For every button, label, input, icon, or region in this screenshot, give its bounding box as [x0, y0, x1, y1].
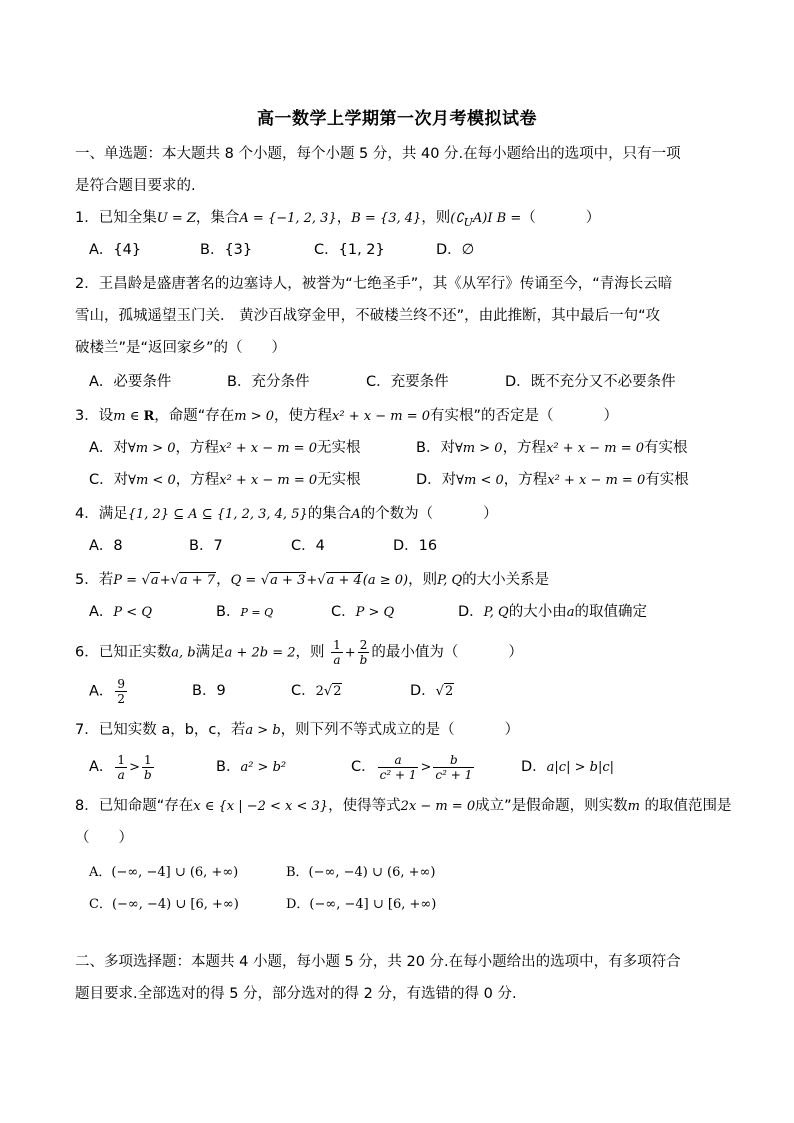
- question-8-line2: （ ）: [75, 830, 133, 846]
- q8-math-equation: 2x − m = 0: [400, 799, 476, 814]
- q7-option-a-fraction-right: [142, 753, 154, 782]
- q8-math-set: x ∈ {x | −2 < x < 3}: [193, 799, 329, 814]
- q1-text: 已知全集: [98, 210, 157, 226]
- q2-option-c[interactable]: C．充要条件: [366, 374, 449, 390]
- q1-option-b[interactable]: B．{3}: [200, 242, 253, 258]
- q4-text: 的集合: [307, 506, 352, 522]
- q6-option-a-denominator: 2: [117, 692, 126, 706]
- q3-option-c-equation: x² + x − m = 0: [219, 473, 318, 488]
- q5-option-a[interactable]: [89, 602, 152, 623]
- q6-math: a + 2b = 2: [224, 645, 296, 661]
- q5-math: P =: [113, 573, 138, 588]
- q6-fraction-numerator: 1: [333, 638, 341, 652]
- q1-math-intersection: A)I B =: [472, 211, 522, 226]
- q5-option-d-math: a: [566, 605, 575, 620]
- q3-option-a-text: ，方程: [175, 440, 220, 456]
- question-2-line3: 破楼兰”是“返回家乡”的（ ）: [75, 340, 287, 356]
- q7-option-a-denominator: a: [117, 767, 125, 782]
- q6-paren-close: ）: [508, 644, 523, 661]
- q6-option-d[interactable]: [410, 681, 454, 702]
- q4-option-c[interactable]: C．4: [291, 538, 325, 554]
- question-8-line1: [75, 796, 732, 817]
- q7-option-b-math: a² > b²: [240, 760, 287, 775]
- q7-option-c-numerator: a: [378, 753, 419, 768]
- q7-number: 7．已知实数 a，b，c，若: [75, 722, 246, 738]
- q8-option-d-text: D．(−∞, −4] ∪ [6, +∞): [286, 897, 437, 912]
- q1-math-set-a: A = {−1, 2, 3}: [239, 211, 337, 226]
- q7-paren-close: ）: [504, 722, 520, 738]
- q6-number: 6．已知正实数: [75, 644, 172, 661]
- q3-option-a[interactable]: [89, 438, 360, 459]
- q3-option-b-math: ∀m > 0: [454, 441, 503, 456]
- q3-text: 有实根”的否定是（: [430, 408, 554, 424]
- q3-option-d-text: ，方程: [503, 472, 548, 488]
- q4-number: 4．满足: [75, 506, 128, 522]
- q8-option-b[interactable]: [286, 862, 435, 883]
- q1-math-set-b: B = {3, 4}: [351, 211, 422, 226]
- q3-option-a-math: ∀m > 0: [127, 441, 176, 456]
- q6-option-a[interactable]: [89, 677, 129, 706]
- q1-paren-open: （: [521, 210, 536, 226]
- q6-option-b[interactable]: B．9: [192, 683, 226, 699]
- q6-text: 的最小值为（: [371, 644, 459, 661]
- q7-option-c-numerator: b: [433, 753, 474, 768]
- q3-option-c[interactable]: [89, 470, 361, 491]
- q7-option-a[interactable]: [89, 752, 156, 783]
- q3-text: ，命题“存在: [154, 408, 235, 424]
- q3-option-c-label: C．对: [89, 472, 129, 488]
- q5-sqrt: √a + 4: [317, 573, 362, 588]
- q7-option-b[interactable]: [216, 757, 286, 778]
- q2-option-a[interactable]: A．必要条件: [89, 374, 172, 390]
- q7-option-b-label: B．: [216, 759, 241, 775]
- q5-text: ，则: [408, 572, 438, 588]
- q6-text: 满足: [195, 644, 225, 661]
- q7-option-d[interactable]: [521, 757, 614, 778]
- q7-option-d-math: a|c| > b|c|: [546, 760, 614, 775]
- q6-fraction: [358, 638, 370, 667]
- q6-option-d-label: D．: [410, 683, 436, 699]
- question-7: [75, 720, 724, 741]
- q5-math: Q =: [230, 573, 257, 588]
- q3-option-c-text: 无实根: [317, 472, 361, 488]
- q1-number: 1．: [75, 210, 99, 226]
- q8-option-a[interactable]: [89, 862, 238, 883]
- q3-option-a-equation: x² + x − m = 0: [219, 441, 317, 456]
- q6-option-a-numerator: 9: [117, 677, 126, 691]
- section2-header-line1: 二、多项选择题：本题共 4 小题，每小题 5 分，共 20 分.在每小题给出的选项中，有多项符合: [75, 954, 681, 970]
- q8-option-c[interactable]: [89, 894, 239, 915]
- page-title: 高一数学上学期第一次月考模拟试卷: [257, 109, 537, 129]
- q5-option-a-math: P < Q: [113, 605, 152, 620]
- q5-option-c[interactable]: [331, 602, 394, 623]
- q4-paren-close: ）: [483, 506, 498, 522]
- q7-option-a-numerator: 1: [117, 752, 126, 767]
- q3-option-d-text: 有实根: [645, 472, 689, 488]
- q3-number: 3．设: [75, 408, 114, 424]
- question-6: [75, 638, 724, 668]
- q7-option-a-fraction-left: [115, 753, 127, 782]
- q7-option-a-denominator: b: [143, 767, 152, 782]
- q1-math-universal: U = Z: [156, 211, 196, 226]
- section1-header-line1: 一、单选题：本大题共 8 个小题，每个小题 5 分，共 40 分.在每小题给出的选项中，只有一项: [75, 146, 681, 162]
- q3-option-a-label: A．对: [89, 440, 128, 456]
- question-2-line1: 2．王昌龄是盛唐著名的边塞诗人，被誉为“七绝圣手”，其《从军行》传诵至今，“青海长云暗: [75, 276, 673, 292]
- q4-math: {1, 2} ⊆ A ⊆ {1, 2, 3, 4, 5}: [127, 507, 308, 522]
- q1-option-d[interactable]: D．∅: [436, 242, 475, 258]
- section1-header-line2: 是符合题目要求的.: [75, 178, 196, 194]
- q6-option-c[interactable]: [291, 681, 342, 702]
- q8-number: 8．已知命题“存在: [75, 798, 194, 814]
- q5-number: 5．若: [75, 572, 114, 588]
- q5-math-condition: (a ≥ 0): [362, 573, 409, 588]
- q6-fraction: [331, 638, 343, 667]
- q4-option-b[interactable]: B．7: [189, 538, 223, 554]
- q7-option-c-operator: >: [420, 760, 432, 775]
- q1-text: ，: [336, 210, 352, 226]
- q5-math: +: [306, 573, 318, 588]
- q1-math-complement-sub: U: [463, 215, 473, 229]
- section2-header-line2: 题目要求.全部选对的得 5 分，部分选对的得 2 分，有选错的得 0 分.: [75, 986, 517, 1002]
- q7-option-c-label: C．: [351, 759, 376, 775]
- q5-option-a-label: A．: [89, 604, 114, 620]
- question-5: [75, 570, 724, 591]
- question-3: [75, 406, 724, 427]
- q3-math-equation: x² + x − m = 0: [332, 409, 430, 424]
- q5-text: ，: [216, 572, 231, 588]
- q7-option-a-label: A．: [89, 759, 114, 775]
- q3-option-b-label: B．对: [416, 440, 455, 456]
- q5-option-b-label: B．: [216, 604, 241, 620]
- q3-option-a-text: 无实根: [316, 440, 361, 456]
- q7-text: ，则下列不等式成立的是（: [280, 722, 455, 738]
- q7-option-c[interactable]: [351, 752, 476, 783]
- q6-math: a, b: [171, 645, 196, 661]
- q5-option-d-math: P, Q: [483, 605, 509, 620]
- q6-option-d-sqrt: √2: [435, 684, 454, 699]
- q5-option-c-math: P > Q: [355, 605, 395, 620]
- q5-radicand: a + 4: [326, 573, 362, 588]
- q8-option-d[interactable]: [286, 894, 436, 915]
- q5-option-b[interactable]: [216, 602, 273, 623]
- q8-text: 的取值范围是: [639, 798, 732, 814]
- q5-text: 的大小关系是: [462, 572, 550, 588]
- q1-text: ，集合: [195, 210, 240, 226]
- q4-option-a[interactable]: A．8: [89, 538, 123, 554]
- q3-option-d-math: ∀m < 0: [456, 473, 504, 488]
- q4-text: 的个数为（: [360, 506, 434, 522]
- q8-math: m: [627, 799, 640, 814]
- q6-option-c-radicand: 2: [333, 684, 342, 699]
- q3-option-d-equation: x² + x − m = 0: [547, 473, 646, 488]
- q7-option-c-denominator: c² + 1: [435, 767, 473, 782]
- q5-math: P, Q: [437, 573, 463, 588]
- q3-option-d[interactable]: [416, 470, 689, 491]
- q7-option-c-fraction-right: [433, 753, 474, 782]
- q5-option-d-label: D．: [458, 604, 484, 620]
- q1-option-c[interactable]: C．{1, 2}: [314, 242, 385, 258]
- q1-math-complement: (∁: [450, 211, 464, 226]
- q4-option-d[interactable]: D．16: [393, 538, 438, 554]
- q6-fraction-denominator: a: [333, 653, 341, 667]
- q7-option-c-fraction-left: [378, 753, 419, 782]
- q3-option-b-text: 有实根: [644, 440, 688, 456]
- q5-sqrt: √a + 3: [260, 573, 306, 588]
- q5-radicand: a + 3: [270, 573, 306, 588]
- q3-option-b-equation: x² + x − m = 0: [546, 441, 645, 456]
- q7-option-c-denominator: c² + 1: [379, 767, 417, 782]
- q2-option-d[interactable]: D．既不充分又不必要条件: [505, 374, 676, 390]
- q3-paren-close: ）: [603, 408, 619, 424]
- q5-option-b-math: P = Q: [240, 606, 274, 619]
- q6-option-c-label: C．: [291, 683, 316, 699]
- q1-paren-close: ）: [585, 210, 601, 226]
- q2-option-b[interactable]: B．充分条件: [227, 374, 310, 390]
- q6-option-a-fraction: [115, 677, 127, 706]
- q7-option-a-operator: >: [129, 760, 140, 775]
- q5-option-c-label: C．: [331, 604, 356, 620]
- q8-text: 成立”是假命题，则实数: [475, 798, 628, 814]
- q3-option-c-math: ∀m < 0: [128, 473, 176, 488]
- q6-fraction-numerator: 2: [358, 638, 370, 653]
- q3-option-c-text: ，方程: [175, 472, 220, 488]
- q3-math: m > 0: [234, 409, 275, 424]
- question-4: [75, 504, 724, 525]
- q8-option-c-text: C．(−∞, −4) ∪ [6, +∞): [89, 897, 239, 912]
- q6-fraction-denominator: b: [359, 653, 368, 667]
- q6-option-c-sqrt: √2: [323, 684, 342, 699]
- q7-option-d-label: D．: [521, 759, 547, 775]
- q5-radicand: a: [150, 573, 159, 588]
- q8-option-b-text: B．(−∞, −4) ∪ (6, +∞): [286, 865, 436, 880]
- q5-math: +: [159, 573, 171, 588]
- q6-math: +: [344, 645, 356, 661]
- q4-math: A: [351, 507, 361, 522]
- q8-option-a-text: A．(−∞, −4] ∪ (6, +∞): [89, 865, 239, 880]
- q5-option-d[interactable]: [458, 602, 647, 623]
- q7-math: a > b: [245, 723, 281, 738]
- q3-option-d-label: D．对: [416, 472, 457, 488]
- q3-math-real: R: [143, 409, 155, 424]
- q6-text: ，则: [295, 644, 325, 661]
- q6-option-c-coefficient: 2: [315, 684, 324, 699]
- q6-option-a-label: A．: [89, 683, 114, 700]
- q5-sqrt: √a: [141, 573, 159, 588]
- q3-option-b-text: ，方程: [502, 440, 547, 456]
- q3-option-b[interactable]: [416, 438, 688, 459]
- question-2-line2: 雪山，孤城遥望玉门关． 黄沙百战穿金甲，不破楼兰终不还”，由此推断，其中最后一句“攻: [75, 308, 661, 324]
- q5-radicand: a + 7: [179, 573, 216, 588]
- q1-text: ，则: [421, 210, 451, 226]
- q5-option-d-text: 的取值确定: [574, 604, 647, 620]
- q3-text: ，使方程: [274, 408, 333, 424]
- q3-math: m ∈: [113, 409, 144, 424]
- q5-option-d-text: 的大小由: [508, 604, 567, 620]
- q1-option-a[interactable]: A．{4}: [89, 242, 142, 258]
- question-1: [75, 208, 724, 233]
- q7-option-a-numerator: 1: [142, 753, 154, 768]
- q6-option-d-radicand: 2: [444, 684, 454, 699]
- q5-sqrt: √a + 7: [170, 573, 216, 588]
- q8-text: ，使得等式: [328, 798, 401, 814]
